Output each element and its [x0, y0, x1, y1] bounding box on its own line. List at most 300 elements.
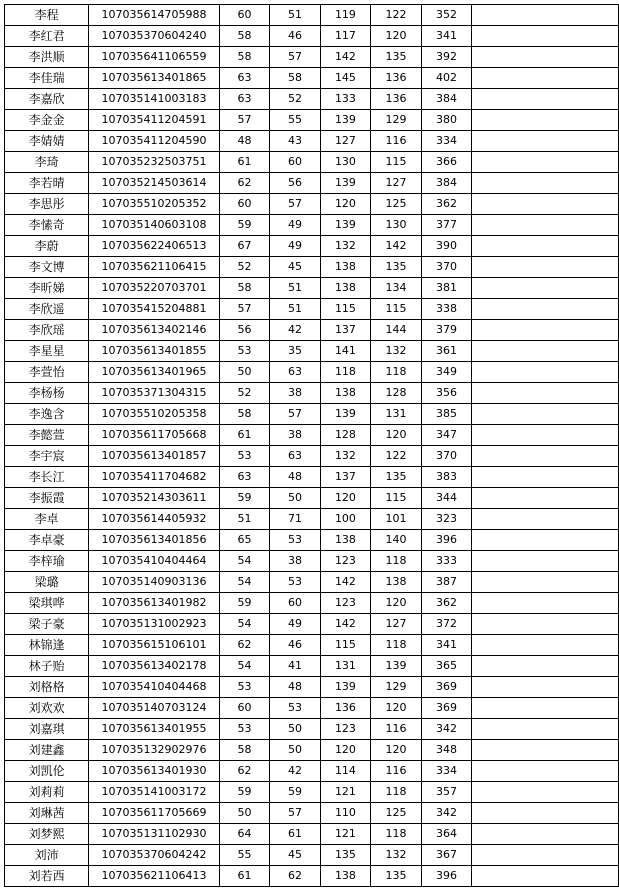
- cell-score-4: 115: [371, 488, 422, 509]
- cell-total: 384: [421, 89, 472, 110]
- cell-score-1: 50: [219, 803, 269, 824]
- cell-score-1: 58: [219, 47, 269, 68]
- score-table-body: [5, 5, 619, 887]
- cell-score-2: 49: [270, 236, 320, 257]
- cell-blank: [472, 383, 619, 404]
- cell-total: 365: [421, 656, 472, 677]
- cell-total: 323: [421, 509, 472, 530]
- table-row: [5, 761, 619, 782]
- cell-exam-id: 107035411704682: [89, 467, 220, 488]
- cell-total: 364: [421, 824, 472, 845]
- cell-name: 刘沛: [5, 845, 89, 866]
- cell-blank: [472, 89, 619, 110]
- cell-score-3: 123: [320, 719, 371, 740]
- cell-score-3: 120: [320, 488, 371, 509]
- cell-total: 347: [421, 425, 472, 446]
- cell-exam-id: 107035131102930: [89, 824, 220, 845]
- cell-score-2: 59: [270, 782, 320, 803]
- table-row: [5, 845, 619, 866]
- table-row: [5, 467, 619, 488]
- cell-score-3: 142: [320, 47, 371, 68]
- cell-score-2: 38: [270, 425, 320, 446]
- cell-score-2: 48: [270, 677, 320, 698]
- cell-name: 李杨杨: [5, 383, 89, 404]
- table-row: [5, 404, 619, 425]
- cell-name: 李佳瑞: [5, 68, 89, 89]
- cell-name: 李婧婧: [5, 131, 89, 152]
- cell-score-1: 60: [219, 5, 269, 26]
- cell-exam-id: 107035613401965: [89, 362, 220, 383]
- cell-exam-id: 107035140603108: [89, 215, 220, 236]
- cell-blank: [472, 341, 619, 362]
- cell-total: 383: [421, 467, 472, 488]
- table-row: [5, 26, 619, 47]
- cell-score-4: 140: [371, 530, 422, 551]
- cell-score-2: 50: [270, 488, 320, 509]
- cell-score-1: 58: [219, 278, 269, 299]
- cell-score-4: 127: [371, 173, 422, 194]
- cell-total: 396: [421, 530, 472, 551]
- cell-score-1: 53: [219, 719, 269, 740]
- cell-total: 334: [421, 131, 472, 152]
- cell-blank: [472, 467, 619, 488]
- cell-name: 李欣遥: [5, 299, 89, 320]
- cell-exam-id: 107035220703701: [89, 278, 220, 299]
- table-row: [5, 740, 619, 761]
- cell-score-2: 50: [270, 740, 320, 761]
- table-row: [5, 824, 619, 845]
- cell-total: 384: [421, 173, 472, 194]
- table-row: [5, 341, 619, 362]
- cell-total: 366: [421, 152, 472, 173]
- cell-score-4: 128: [371, 383, 422, 404]
- cell-exam-id: 107035232503751: [89, 152, 220, 173]
- cell-exam-id: 107035622406513: [89, 236, 220, 257]
- table-row: [5, 593, 619, 614]
- cell-score-3: 138: [320, 383, 371, 404]
- table-row: [5, 551, 619, 572]
- cell-name: 李星星: [5, 341, 89, 362]
- cell-total: 334: [421, 761, 472, 782]
- cell-score-4: 135: [371, 47, 422, 68]
- cell-score-2: 57: [270, 194, 320, 215]
- cell-score-2: 53: [270, 530, 320, 551]
- cell-name: 刘莉莉: [5, 782, 89, 803]
- cell-score-3: 114: [320, 761, 371, 782]
- cell-score-4: 129: [371, 677, 422, 698]
- table-row: [5, 5, 619, 26]
- cell-score-2: 71: [270, 509, 320, 530]
- cell-score-2: 45: [270, 257, 320, 278]
- cell-score-2: 51: [270, 5, 320, 26]
- cell-blank: [472, 446, 619, 467]
- cell-total: 369: [421, 677, 472, 698]
- cell-total: 396: [421, 866, 472, 887]
- cell-exam-id: 107035613401982: [89, 593, 220, 614]
- cell-score-3: 137: [320, 467, 371, 488]
- cell-exam-id: 107035132902976: [89, 740, 220, 761]
- cell-score-2: 50: [270, 719, 320, 740]
- cell-score-1: 58: [219, 740, 269, 761]
- cell-exam-id: 107035411204591: [89, 110, 220, 131]
- cell-score-2: 63: [270, 362, 320, 383]
- cell-score-4: 125: [371, 194, 422, 215]
- cell-blank: [472, 215, 619, 236]
- cell-score-4: 101: [371, 509, 422, 530]
- cell-score-3: 141: [320, 341, 371, 362]
- table-row: [5, 152, 619, 173]
- cell-name: 刘嘉琪: [5, 719, 89, 740]
- cell-name: 梁璐: [5, 572, 89, 593]
- cell-exam-id: 107035371304315: [89, 383, 220, 404]
- cell-name: 李若晴: [5, 173, 89, 194]
- cell-score-2: 49: [270, 215, 320, 236]
- cell-name: 刘若西: [5, 866, 89, 887]
- cell-blank: [472, 866, 619, 887]
- score-table: [4, 4, 619, 887]
- cell-blank: [472, 488, 619, 509]
- cell-name: 李懿萱: [5, 425, 89, 446]
- cell-score-3: 139: [320, 173, 371, 194]
- cell-score-1: 67: [219, 236, 269, 257]
- cell-name: 李卓: [5, 509, 89, 530]
- table-row: [5, 698, 619, 719]
- cell-name: 李昕娣: [5, 278, 89, 299]
- cell-blank: [472, 824, 619, 845]
- cell-score-2: 60: [270, 593, 320, 614]
- table-row: [5, 425, 619, 446]
- cell-blank: [472, 257, 619, 278]
- table-row: [5, 278, 619, 299]
- cell-blank: [472, 68, 619, 89]
- cell-score-4: 135: [371, 467, 422, 488]
- cell-total: 344: [421, 488, 472, 509]
- cell-total: 369: [421, 698, 472, 719]
- cell-exam-id: 107035613401857: [89, 446, 220, 467]
- cell-score-1: 54: [219, 614, 269, 635]
- cell-exam-id: 107035370604240: [89, 26, 220, 47]
- cell-score-1: 59: [219, 782, 269, 803]
- cell-score-2: 53: [270, 698, 320, 719]
- cell-total: 333: [421, 551, 472, 572]
- cell-score-1: 53: [219, 341, 269, 362]
- cell-name: 刘琳茜: [5, 803, 89, 824]
- cell-score-4: 144: [371, 320, 422, 341]
- cell-blank: [472, 761, 619, 782]
- cell-exam-id: 107035611705669: [89, 803, 220, 824]
- cell-name: 梁子豪: [5, 614, 89, 635]
- cell-score-2: 63: [270, 446, 320, 467]
- cell-score-2: 57: [270, 47, 320, 68]
- cell-blank: [472, 236, 619, 257]
- cell-total: 341: [421, 26, 472, 47]
- cell-score-3: 118: [320, 362, 371, 383]
- cell-score-2: 51: [270, 278, 320, 299]
- cell-total: 367: [421, 845, 472, 866]
- cell-score-1: 55: [219, 845, 269, 866]
- table-row: [5, 215, 619, 236]
- cell-blank: [472, 698, 619, 719]
- cell-total: 338: [421, 299, 472, 320]
- cell-name: 林子贻: [5, 656, 89, 677]
- cell-score-2: 62: [270, 866, 320, 887]
- table-row: [5, 530, 619, 551]
- cell-name: 李文博: [5, 257, 89, 278]
- cell-blank: [472, 194, 619, 215]
- cell-exam-id: 107035613401930: [89, 761, 220, 782]
- cell-score-3: 110: [320, 803, 371, 824]
- cell-score-2: 57: [270, 404, 320, 425]
- cell-score-2: 58: [270, 68, 320, 89]
- cell-score-3: 135: [320, 845, 371, 866]
- cell-score-2: 61: [270, 824, 320, 845]
- cell-total: 362: [421, 194, 472, 215]
- cell-exam-id: 107035131002923: [89, 614, 220, 635]
- cell-exam-id: 107035614705988: [89, 5, 220, 26]
- cell-score-1: 54: [219, 551, 269, 572]
- cell-blank: [472, 551, 619, 572]
- cell-score-3: 121: [320, 824, 371, 845]
- cell-score-1: 63: [219, 467, 269, 488]
- cell-score-3: 139: [320, 404, 371, 425]
- cell-blank: [472, 173, 619, 194]
- cell-blank: [472, 593, 619, 614]
- cell-score-1: 63: [219, 68, 269, 89]
- cell-score-4: 136: [371, 68, 422, 89]
- cell-name: 林锦逢: [5, 635, 89, 656]
- cell-name: 李逸含: [5, 404, 89, 425]
- cell-score-2: 38: [270, 383, 320, 404]
- table-row: [5, 320, 619, 341]
- cell-score-1: 59: [219, 593, 269, 614]
- cell-score-3: 130: [320, 152, 371, 173]
- cell-score-1: 62: [219, 635, 269, 656]
- cell-blank: [472, 26, 619, 47]
- cell-total: 377: [421, 215, 472, 236]
- cell-blank: [472, 719, 619, 740]
- cell-score-3: 120: [320, 194, 371, 215]
- cell-score-2: 49: [270, 614, 320, 635]
- cell-exam-id: 107035615106101: [89, 635, 220, 656]
- cell-blank: [472, 677, 619, 698]
- cell-name: 李振霞: [5, 488, 89, 509]
- table-row: [5, 614, 619, 635]
- cell-score-1: 53: [219, 677, 269, 698]
- cell-name: 李金金: [5, 110, 89, 131]
- cell-name: 李红君: [5, 26, 89, 47]
- cell-score-1: 57: [219, 299, 269, 320]
- cell-score-4: 120: [371, 425, 422, 446]
- cell-score-3: 136: [320, 698, 371, 719]
- cell-total: 342: [421, 719, 472, 740]
- cell-score-1: 52: [219, 383, 269, 404]
- cell-score-2: 45: [270, 845, 320, 866]
- cell-score-1: 58: [219, 404, 269, 425]
- cell-total: 402: [421, 68, 472, 89]
- cell-score-4: 134: [371, 278, 422, 299]
- cell-exam-id: 107035614405932: [89, 509, 220, 530]
- cell-exam-id: 107035613401856: [89, 530, 220, 551]
- table-row: [5, 194, 619, 215]
- cell-score-3: 132: [320, 236, 371, 257]
- cell-score-4: 122: [371, 446, 422, 467]
- cell-total: 370: [421, 446, 472, 467]
- cell-score-4: 131: [371, 404, 422, 425]
- cell-score-4: 136: [371, 89, 422, 110]
- cell-score-4: 122: [371, 5, 422, 26]
- table-row: [5, 89, 619, 110]
- cell-exam-id: 107035510205352: [89, 194, 220, 215]
- cell-blank: [472, 362, 619, 383]
- cell-score-3: 138: [320, 866, 371, 887]
- cell-blank: [472, 803, 619, 824]
- cell-total: 348: [421, 740, 472, 761]
- cell-blank: [472, 131, 619, 152]
- cell-score-4: 132: [371, 845, 422, 866]
- cell-score-3: 139: [320, 215, 371, 236]
- cell-score-4: 135: [371, 257, 422, 278]
- cell-total: 370: [421, 257, 472, 278]
- cell-score-3: 120: [320, 740, 371, 761]
- cell-score-4: 120: [371, 698, 422, 719]
- cell-blank: [472, 509, 619, 530]
- cell-total: 362: [421, 593, 472, 614]
- table-row: [5, 257, 619, 278]
- cell-score-1: 59: [219, 488, 269, 509]
- cell-total: 349: [421, 362, 472, 383]
- cell-score-4: 127: [371, 614, 422, 635]
- cell-name: 李长江: [5, 467, 89, 488]
- cell-total: 341: [421, 635, 472, 656]
- cell-score-4: 120: [371, 593, 422, 614]
- cell-blank: [472, 740, 619, 761]
- cell-exam-id: 107035411204590: [89, 131, 220, 152]
- cell-total: 387: [421, 572, 472, 593]
- cell-blank: [472, 614, 619, 635]
- cell-score-3: 132: [320, 446, 371, 467]
- cell-name: 李蔚: [5, 236, 89, 257]
- cell-score-2: 57: [270, 803, 320, 824]
- cell-exam-id: 107035613402146: [89, 320, 220, 341]
- cell-score-4: 135: [371, 866, 422, 887]
- table-row: [5, 488, 619, 509]
- table-row: [5, 446, 619, 467]
- cell-score-4: 129: [371, 110, 422, 131]
- cell-score-1: 60: [219, 194, 269, 215]
- cell-blank: [472, 278, 619, 299]
- cell-name: 李思彤: [5, 194, 89, 215]
- cell-score-2: 46: [270, 635, 320, 656]
- cell-total: 361: [421, 341, 472, 362]
- cell-name: 李嘉欣: [5, 89, 89, 110]
- cell-score-2: 46: [270, 26, 320, 47]
- table-row: [5, 719, 619, 740]
- table-row: [5, 782, 619, 803]
- cell-score-1: 61: [219, 866, 269, 887]
- table-row: [5, 47, 619, 68]
- cell-score-2: 43: [270, 131, 320, 152]
- cell-score-4: 125: [371, 803, 422, 824]
- table-row: [5, 866, 619, 887]
- table-row: [5, 362, 619, 383]
- cell-score-4: 118: [371, 824, 422, 845]
- cell-score-3: 138: [320, 530, 371, 551]
- cell-name: 刘欢欢: [5, 698, 89, 719]
- cell-score-1: 50: [219, 362, 269, 383]
- cell-total: 379: [421, 320, 472, 341]
- cell-name: 李洪顺: [5, 47, 89, 68]
- cell-score-2: 56: [270, 173, 320, 194]
- cell-score-3: 100: [320, 509, 371, 530]
- cell-blank: [472, 425, 619, 446]
- cell-score-1: 65: [219, 530, 269, 551]
- table-row: [5, 299, 619, 320]
- cell-name: 李梓瑜: [5, 551, 89, 572]
- cell-total: 390: [421, 236, 472, 257]
- cell-name: 刘梦熙: [5, 824, 89, 845]
- cell-score-2: 51: [270, 299, 320, 320]
- cell-exam-id: 107035613401865: [89, 68, 220, 89]
- cell-blank: [472, 782, 619, 803]
- cell-score-4: 130: [371, 215, 422, 236]
- cell-exam-id: 107035613401955: [89, 719, 220, 740]
- cell-exam-id: 107035415204881: [89, 299, 220, 320]
- cell-score-4: 142: [371, 236, 422, 257]
- cell-exam-id: 107035140903136: [89, 572, 220, 593]
- cell-total: 392: [421, 47, 472, 68]
- table-row: [5, 236, 619, 257]
- cell-score-3: 121: [320, 782, 371, 803]
- cell-score-1: 59: [219, 215, 269, 236]
- table-row: [5, 173, 619, 194]
- cell-score-2: 52: [270, 89, 320, 110]
- cell-score-3: 133: [320, 89, 371, 110]
- table-row: [5, 131, 619, 152]
- cell-exam-id: 107035214503614: [89, 173, 220, 194]
- cell-score-4: 116: [371, 719, 422, 740]
- table-row: [5, 572, 619, 593]
- cell-score-3: 145: [320, 68, 371, 89]
- table-row: [5, 383, 619, 404]
- cell-score-2: 60: [270, 152, 320, 173]
- cell-name: 李宇宸: [5, 446, 89, 467]
- cell-exam-id: 107035141003183: [89, 89, 220, 110]
- cell-name: 李琦: [5, 152, 89, 173]
- cell-blank: [472, 320, 619, 341]
- cell-score-3: 131: [320, 656, 371, 677]
- cell-score-2: 42: [270, 761, 320, 782]
- cell-score-1: 54: [219, 572, 269, 593]
- cell-exam-id: 107035510205358: [89, 404, 220, 425]
- cell-score-2: 53: [270, 572, 320, 593]
- cell-blank: [472, 845, 619, 866]
- cell-blank: [472, 47, 619, 68]
- cell-score-3: 117: [320, 26, 371, 47]
- cell-score-1: 63: [219, 89, 269, 110]
- cell-score-1: 58: [219, 26, 269, 47]
- table-row: [5, 677, 619, 698]
- cell-score-1: 52: [219, 257, 269, 278]
- cell-score-1: 54: [219, 656, 269, 677]
- cell-blank: [472, 152, 619, 173]
- cell-score-4: 132: [371, 341, 422, 362]
- cell-blank: [472, 5, 619, 26]
- cell-score-3: 139: [320, 677, 371, 698]
- cell-blank: [472, 404, 619, 425]
- cell-name: 刘凯伦: [5, 761, 89, 782]
- cell-blank: [472, 572, 619, 593]
- cell-exam-id: 107035141003172: [89, 782, 220, 803]
